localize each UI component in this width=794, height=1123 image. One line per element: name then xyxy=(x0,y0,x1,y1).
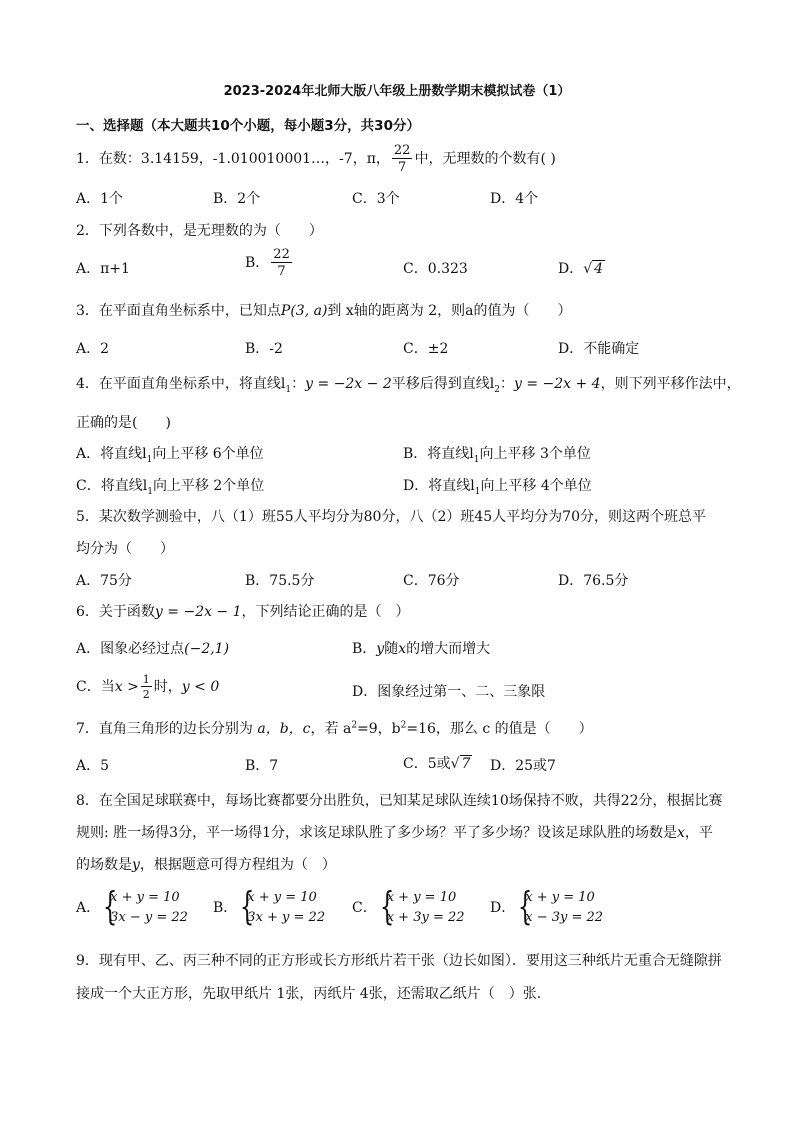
equation-system xyxy=(237,888,325,928)
question-7-text-c: =9，b xyxy=(357,721,401,737)
question-7-option-b: B．7 xyxy=(245,758,279,774)
option-label: D． xyxy=(490,900,516,916)
question-4-option-d xyxy=(403,475,592,497)
question-5-option-c: C．76分 xyxy=(403,573,460,589)
subscript: 1 xyxy=(147,486,153,497)
function-equation: y = −2x − 1 xyxy=(154,604,242,620)
fraction-denominator: 2 xyxy=(142,688,150,701)
variable-x: x xyxy=(676,825,685,841)
question-8-option-c xyxy=(352,888,465,928)
question-5-option-d: D．76.5分 xyxy=(558,573,629,589)
question-2-stem: 2．下列各数中，是无理数的为（ ） xyxy=(76,223,323,239)
option-text: 向上平移 3个单位 xyxy=(479,446,591,462)
question-3-stem xyxy=(76,300,571,320)
question-3-option-d: D．不能确定 xyxy=(558,341,640,357)
question-7-text-b: ，若 a xyxy=(310,721,352,737)
option-text: C．将直线l xyxy=(76,478,148,494)
equation: x − 3y = 22 xyxy=(525,910,604,925)
option-text: C．5或 xyxy=(403,756,451,772)
subscript: 1 xyxy=(473,454,480,465)
question-8-text: 的场数是 xyxy=(76,857,132,873)
question-1-option-d: D．4个 xyxy=(490,191,539,207)
fraction-22-7 xyxy=(271,248,292,278)
question-3-text-b: 到 x轴的距离为 2，则a的值为（ ） xyxy=(327,303,572,319)
question-1-text-b: 中，无理数的个数有( ) xyxy=(414,151,556,167)
equation: { x + y = 10 xyxy=(525,890,595,905)
question-2-option-d xyxy=(558,258,605,278)
option-text: B．将直线l xyxy=(403,446,474,462)
equation: { x + y = 10 xyxy=(386,890,457,905)
option-text: 随 xyxy=(384,641,399,657)
equation: 3x + y = 22 xyxy=(247,910,326,925)
question-4-option-c xyxy=(76,475,264,497)
equation: { x + y = 10 xyxy=(110,890,180,905)
subscript: 2 xyxy=(494,384,500,395)
sqrt-7: √ 7 xyxy=(450,756,471,772)
option-text: A．图象必经过点 xyxy=(76,641,185,657)
radicand: 4 xyxy=(594,261,604,277)
question-7-option-c xyxy=(403,753,472,773)
question-8-line-3 xyxy=(76,854,336,874)
question-3-text-a: 3．在平面直角坐标系中，已知点 xyxy=(76,303,281,319)
superscript: 2 xyxy=(400,720,407,731)
question-2-option-a: A．π+1 xyxy=(76,261,130,277)
question-4-option-b xyxy=(403,443,591,465)
question-4-option-a xyxy=(76,443,264,465)
question-5-stem: 5．某次数学测验中，八（1）班55人平均分为80分，八（2）班45人平均分为70分，则这两个班总平 xyxy=(76,509,706,525)
question-3-option-c: C．±2 xyxy=(403,341,449,357)
question-5-stem-line2: 均分为（ ） xyxy=(76,541,174,557)
option-text: 向上平移 2个单位 xyxy=(152,478,265,494)
question-1-stem xyxy=(76,144,556,174)
option-text: 向上平移 4个单位 xyxy=(480,478,592,494)
inequality-y: y < 0 xyxy=(181,679,220,695)
question-6-option-b xyxy=(352,638,490,658)
variable-x: x xyxy=(398,641,407,657)
equation-system xyxy=(515,888,603,928)
fraction-numerator: 22 xyxy=(273,247,290,262)
question-8-line-1: 8．在全国足球联赛中，每场比赛都要分出胜负，已知某足球队连续10场保持不败，共得22分，根据比赛 xyxy=(76,793,723,809)
equation-l1: y = −2x − 2 xyxy=(305,376,392,392)
question-7-option-a: A．5 xyxy=(76,758,110,774)
question-4-text-c: 平移后得到直线l xyxy=(391,376,495,392)
question-4-text-e: ，则下列平移作法中， xyxy=(600,376,741,392)
question-6-option-d: D．图象经过第一、二、三象限 xyxy=(352,684,546,700)
side-variables: a，b，c xyxy=(257,721,311,737)
option-text: B． xyxy=(352,641,377,657)
question-8-option-b xyxy=(213,888,325,928)
question-7-option-d: D．25或7 xyxy=(490,758,556,774)
equation-l2: y = −2x + 4 xyxy=(513,376,601,392)
option-text: 时， xyxy=(153,679,182,695)
question-6-text-b: ，下列结论正确的是（ ） xyxy=(241,604,410,620)
subscript: 1 xyxy=(146,454,153,465)
question-7-stem xyxy=(76,718,593,738)
fraction-1-2 xyxy=(141,674,152,700)
question-6-option-c xyxy=(76,674,219,700)
option-text: C．当 xyxy=(76,679,115,695)
question-4-text-b: ： xyxy=(291,376,306,392)
inequality-x: x > xyxy=(114,679,139,695)
question-1-option-b: B．2个 xyxy=(213,191,261,207)
fraction-numerator: 22 xyxy=(393,143,411,158)
question-3-option-b: B．-2 xyxy=(245,341,283,357)
question-9-line-1: 9．现有甲、乙、丙三种不同的正方形或长方形纸片若干张（边长如图）．要用这三种纸片无重合无缝隙拼 xyxy=(76,953,722,969)
question-6-text-a: 6．关于函数 xyxy=(76,604,155,620)
question-4-text-d: ： xyxy=(499,376,514,392)
question-6-option-a xyxy=(76,638,229,658)
option-text: 向上平移 6个单位 xyxy=(152,446,264,462)
section-heading: 一、选择题（本大题共10个小题，每小题3分，共30分） xyxy=(76,118,420,134)
option-text: D．将直线l xyxy=(403,478,475,494)
sqrt-4: √ 4 xyxy=(583,261,604,277)
option-label: B． xyxy=(213,900,238,916)
question-8-text: 规则: 胜一场得3分，平一场得1分，求该足球队胜了多少场？平了多少场？设该足球队胜的场数是 xyxy=(76,825,677,841)
question-1-text-a: 1．在数：3.14159，-1.010010001…，-7，π， xyxy=(76,151,390,167)
option-text: A．将直线l xyxy=(76,446,147,462)
equation: { x + y = 10 xyxy=(247,890,317,905)
question-4-stem xyxy=(76,373,741,395)
question-7-text-d: =16，那么 c 的值是（ ） xyxy=(406,721,593,737)
question-7-text-a: 7．直角三角形的边长分别为 xyxy=(76,721,258,737)
question-5-option-b: B．75.5分 xyxy=(245,573,315,589)
question-3-option-a: A．2 xyxy=(76,341,110,357)
option-label: C． xyxy=(352,900,377,916)
question-6-stem xyxy=(76,601,410,621)
fraction-denominator: 7 xyxy=(398,160,407,175)
superscript: 2 xyxy=(351,720,358,731)
question-4-text-a: 4．在平面直角坐标系中，将直线l xyxy=(76,376,286,392)
point-p: P(3, a) xyxy=(280,303,328,319)
question-9-line-2: 接成一个大正方形，先取甲纸片 1张，丙纸片 4张，还需取乙纸片（ ）张． xyxy=(76,986,551,1002)
option-label: A． xyxy=(76,900,101,916)
question-1-option-c: C．3个 xyxy=(352,191,400,207)
question-1-option-a: A．1个 xyxy=(76,191,124,207)
question-2-option-b xyxy=(245,248,294,278)
radicand: 7 xyxy=(461,756,471,772)
question-8-text: ，平 xyxy=(684,825,713,841)
option-text: 的增大而增大 xyxy=(406,641,491,657)
question-8-text: ，根据题意可得方程组为（ ） xyxy=(139,857,336,873)
question-8-option-d xyxy=(490,888,603,928)
question-4-stem-line2: 正确的是( ) xyxy=(76,415,171,431)
question-8-line-2 xyxy=(76,822,713,842)
fraction-numerator: 1 xyxy=(142,673,150,686)
equation: x + 3y = 22 xyxy=(386,910,465,925)
equation: 3x − y = 22 xyxy=(110,910,188,925)
equation-system xyxy=(377,888,465,928)
point: (−2,1) xyxy=(184,641,230,657)
question-2-option-c: C．0.323 xyxy=(403,261,468,277)
subscript: 1 xyxy=(474,486,481,497)
question-8-option-a xyxy=(76,888,188,928)
option-label: B． xyxy=(245,255,270,271)
variable-y: y xyxy=(132,857,140,873)
question-5-option-a: A．75分 xyxy=(76,573,132,589)
page-title: 2023-2024年北师大版八年级上册数学期末模拟试卷（1） xyxy=(223,84,571,99)
equation-system xyxy=(100,888,188,928)
fraction-denominator: 7 xyxy=(277,264,286,279)
subscript: 1 xyxy=(285,384,292,395)
option-label: D． xyxy=(558,261,584,277)
fraction-22-7 xyxy=(392,144,413,174)
variable-y: y xyxy=(376,641,385,657)
